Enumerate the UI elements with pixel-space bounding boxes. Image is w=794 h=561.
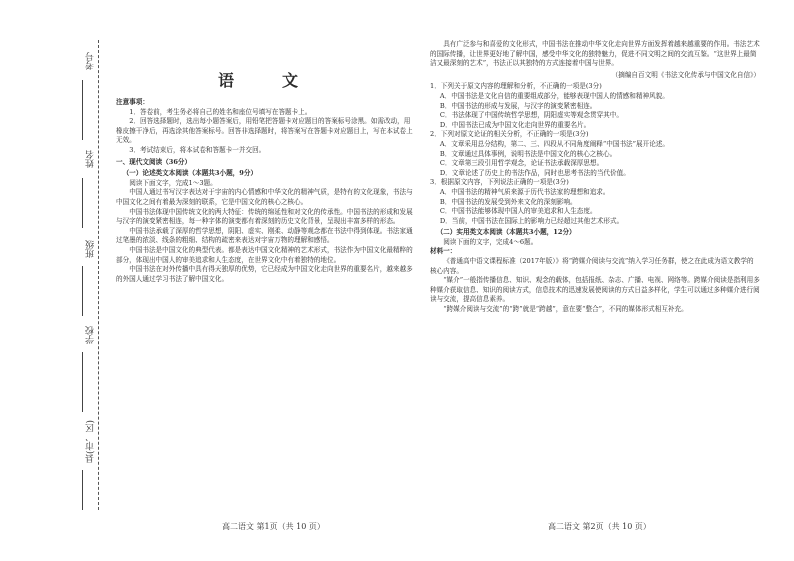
binding-line: [98, 40, 99, 510]
body-paragraph: “媒介”一般指传播信息、知识、观念的载体，包括报纸、杂志、广播、电视、网络等。跨媒介阅读是指利用多种媒介获取信息、知识的阅读方式，信息技术的迅速发展使阅读的方式日益多样化，学生可以通过多种媒介进行阅读与交流，提高信息素养。: [430, 276, 760, 304]
name-label: 姓名: [86, 150, 96, 168]
binding-strip: [0, 0, 110, 561]
footer-left: 高二语文 第1页（共 10 页）: [222, 522, 325, 531]
body-paragraph: 《普通高中语文课程标准（2017年版）》将“跨媒介阅读与交流”纳入学习任务群，使之在此成为语文教学的核心内容。: [430, 257, 754, 275]
body-paragraph: “跨媒介阅读与交流”的“跨”就是“跨越”，意在要“整合”，不同的媒体形式相互补充。: [443, 305, 688, 314]
page-left: [116, 40, 416, 284]
material-heading: 材料一：: [430, 247, 457, 256]
page-title: 语 文: [217, 71, 314, 90]
name-blank: [82, 178, 83, 228]
question-stem: 2．下列对原文论证的相关分析，不正确的一项是(3分): [430, 130, 589, 139]
notice-item: 1．答卷前，考生务必将自己的姓名和座位号填写在答题卡上。: [129, 107, 312, 116]
question-option: B．文章通过具体事例，说明书法是中国文化的核心之核心。: [439, 149, 617, 158]
school-label: 学校: [86, 326, 96, 344]
question-option: A．中国书法的精神气质来源于历代书法家的理想和追求。: [439, 187, 610, 196]
question-option: C．书法体现了中国传统哲学思想，阴阳虚实等观念贯穿其中。: [439, 111, 623, 120]
body-paragraph: 中国书法是中国文化的典型代表。都是表达中国文化精神的艺术形式，书法作为中国文化最精粹的部分，体现出中国人的审美追求和人生态度，在世界文化中有着独特的地位。: [116, 245, 413, 264]
exam-no-blank: [82, 80, 83, 140]
county-blank: [82, 470, 83, 510]
footer-right: 高二语文 第2页（共 10 页）: [548, 522, 651, 531]
question-option: C．文章第三段引用哲学观念，论证书法承载深厚思想。: [439, 159, 604, 168]
notice-item: 3．考试结束后，将本试卷和答题卡一并交回。: [129, 145, 266, 154]
subsection-heading: （一）论述类文本阅读（本题共3小题，9分）: [122, 169, 258, 178]
question-option: B．中国书法的发展受到外来文化的深刻影响。: [439, 197, 577, 206]
class-label: 班级: [86, 240, 96, 258]
class-blank: [82, 266, 83, 316]
notice-item: 2．回答选择题时，选出每小题答案后，用铅笔把答题卡对应题目的答案标号涂黑。如需改动，用橡皮擦干净后，再选涂其他答案标号。回答非选择题时，将答案写在答题卡对应题目上，写在本试卷上无效。: [116, 117, 413, 145]
page-right: [430, 40, 760, 315]
body-paragraph: 中国书法体现中国传统文化的两大特征：传统的绵延性和对文化的传承性。中国书法的形成和发展与汉字的演变紧密相连，每一种字体的演变都有着深刻的历史文化背景，呈现出丰富多样的形态。: [116, 207, 413, 226]
question-stem: 3．根据原文内容，下列说法正确的一项是(3分): [430, 178, 569, 187]
question-option: C．中国书法能够体现中国人的审美追求和人生态度。: [439, 207, 597, 216]
question-option: A．中国书法是文化自信的重要组成部分，能够表现中国人的情感和精神风貌。: [439, 91, 669, 100]
question-option: A．文章采用总分结构，第二、三、四段从不同角度阐释“中国书法”展开论述。: [439, 139, 669, 148]
subsection-heading: （二）实用类文本阅读（本题共3小题，12分）: [436, 228, 576, 237]
county-label: 县(市、区): [86, 420, 96, 464]
body-paragraph: 中国书法承载了深厚的哲学思想，阴阳、虚实、刚柔、动静等观念都在书法中得到体现。书法家通过笔墨的浓淡、线条的粗细、结构的疏密来表达对宇宙万物的理解和感悟。: [116, 226, 413, 245]
body-paragraph: 具有广泛参与和喜爱的文化形式，中国书法在推动中华文化走向世界方面发挥着越来越重要的作用。书法艺术的国际传播，让世界更好地了解中国，感受中华文化的独特魅力，促进不同文明之间的交流互鉴。“这世界上最简洁又最深刻的艺术”，书法正以其独特的方式连接着中国与世界。: [430, 40, 760, 68]
body-paragraph: 中国书法在对外传播中具有得天独厚的优势，它已经成为中国文化走向世界的重要名片，越来越多的外国人通过学习书法了解中国文化。: [116, 265, 413, 283]
source-citation: （摘编自百文明《书法文化传承与中国文化自信》）: [611, 70, 760, 79]
exam-no-label: 考号: [86, 52, 96, 70]
question-stem: 1．下列关于原文内容的理解和分析，不正确的一项是(3分): [430, 82, 602, 91]
instruction: 阅读下面文字，完成1～3题。: [129, 178, 217, 187]
section-heading: 一、现代文阅读（36分）: [116, 157, 192, 166]
question-option: B．中国书法的形成与发展，与汉字的演变紧密相连。: [439, 101, 597, 110]
question-option: D．当前，中国书法在国际上的影响力已经超过其他艺术形式。: [439, 216, 624, 225]
question-option: D．文章论述了历史上的书法作品，同时也思考书法的当代价值。: [439, 168, 630, 177]
notice-heading: 注意事项：: [116, 98, 149, 106]
instruction: 阅读下面的文字，完成4～6题。: [443, 237, 538, 246]
school-blank: [82, 352, 83, 412]
question-option: D．中国书法已成为中国文化走向世界的重要名片。: [439, 120, 591, 129]
body-paragraph: 中国人通过书写汉字表达对于宇宙的内心情感和中华文化的精神气质，是特有的文化现象，书法与中国文化之间有着最为深刻的联系，它是中国文化的核心之核心。: [116, 188, 413, 206]
